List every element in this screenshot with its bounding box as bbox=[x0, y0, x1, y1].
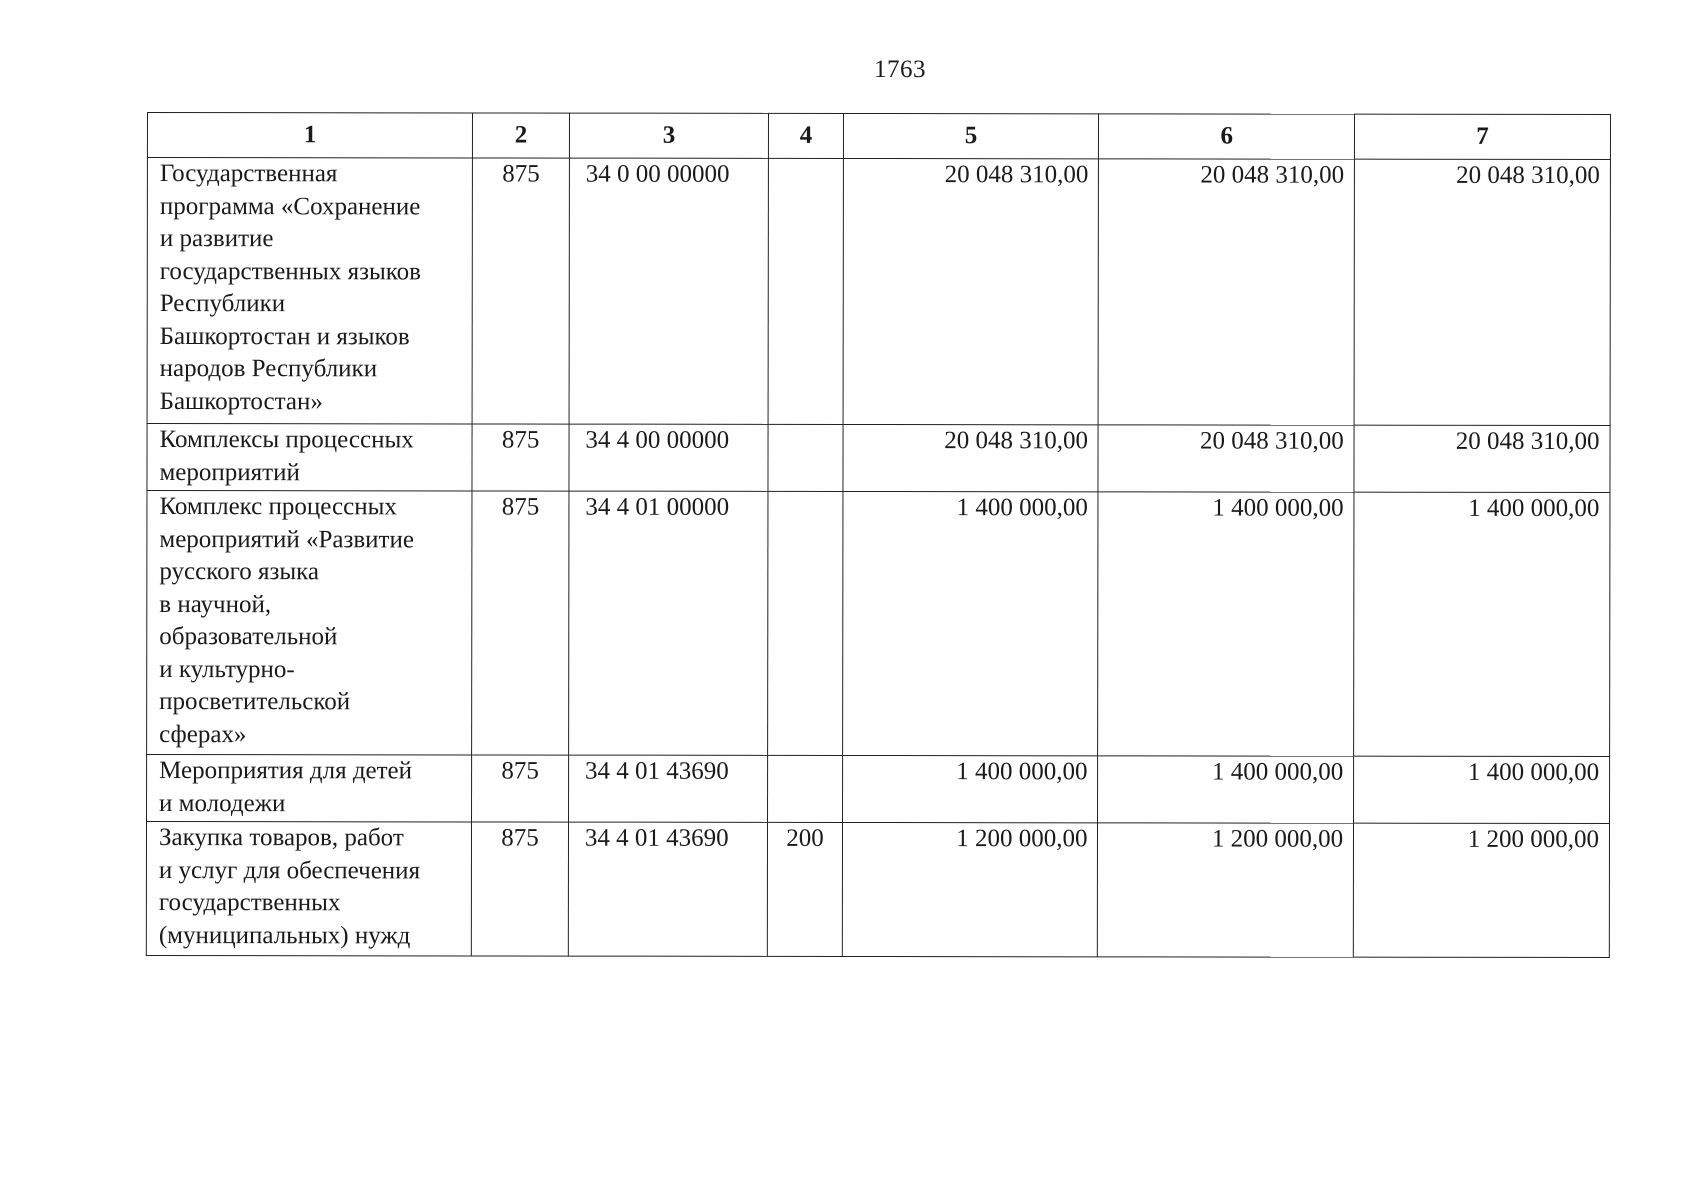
row-amount-cell-5: 1 400 000,00 bbox=[842, 755, 1098, 822]
row-amount-cell-6: 1 200 000,00 bbox=[1098, 823, 1354, 957]
row-col4-cell bbox=[768, 158, 843, 424]
table-row bbox=[147, 158, 1610, 426]
column-header-2: 2 bbox=[473, 113, 570, 158]
row-col4-cell: 200 bbox=[768, 822, 843, 956]
row-amount-cell-7: 1 400 000,00 bbox=[1354, 756, 1610, 823]
row-col4-cell bbox=[768, 491, 843, 755]
row-amount-cell-5: 20 048 310,00 bbox=[843, 424, 1099, 491]
header-row bbox=[147, 113, 1610, 160]
row-col2-cell: 875 bbox=[472, 822, 569, 956]
row-col2-cell: 875 bbox=[472, 424, 569, 491]
row-name-cell: Государственная программа «Сохранение и развитие государственных языков Республики Башкортостан и языков народов Республики Башкортостан» bbox=[147, 158, 473, 424]
row-col2-cell: 875 bbox=[472, 158, 569, 424]
column-header-5: 5 bbox=[843, 113, 1099, 158]
row-col2-cell: 875 bbox=[472, 755, 569, 822]
row-amount-cell-6: 20 048 310,00 bbox=[1098, 425, 1354, 492]
row-amount-cell-5: 1 400 000,00 bbox=[842, 491, 1098, 755]
row-amount-cell-7: 1 200 000,00 bbox=[1354, 823, 1610, 957]
row-amount-cell-6: 1 400 000,00 bbox=[1098, 756, 1354, 823]
column-header-7: 7 bbox=[1355, 114, 1611, 159]
row-amount-cell-5: 1 200 000,00 bbox=[842, 822, 1098, 956]
row-amount-cell-7: 20 048 310,00 bbox=[1354, 159, 1610, 425]
row-col4-cell bbox=[768, 755, 843, 822]
page-number: 1763 bbox=[874, 56, 926, 83]
row-amount-cell-6: 20 048 310,00 bbox=[1099, 159, 1355, 425]
row-name-cell: Закупка товаров, работ и услуг для обеспечения государственных (муниципальных) нужд bbox=[146, 822, 471, 956]
row-amount-cell-5: 20 048 310,00 bbox=[843, 158, 1099, 424]
column-header-1: 1 bbox=[147, 113, 472, 158]
row-code-cell: 34 4 01 43690 bbox=[568, 822, 768, 956]
row-name-cell: Комплексы процессных мероприятий bbox=[147, 424, 472, 491]
row-code-cell: 34 0 00 00000 bbox=[569, 158, 769, 424]
row-amount-cell-6: 1 400 000,00 bbox=[1098, 492, 1354, 756]
row-code-cell: 34 4 00 00000 bbox=[569, 424, 768, 491]
table-row bbox=[146, 822, 1609, 958]
column-header-4: 4 bbox=[769, 113, 844, 158]
column-header-3: 3 bbox=[569, 113, 768, 158]
budget-table bbox=[146, 112, 1611, 958]
row-name-cell: Комплекс процессных мероприятий «Развитие русского языка в научной, образовательной и культурно- просветительской сферах» bbox=[147, 491, 473, 755]
row-col4-cell bbox=[768, 424, 843, 491]
row-code-cell: 34 4 01 43690 bbox=[568, 755, 767, 822]
row-code-cell: 34 4 01 00000 bbox=[568, 491, 768, 755]
row-col2-cell: 875 bbox=[472, 491, 569, 755]
row-amount-cell-7: 1 400 000,00 bbox=[1354, 492, 1610, 756]
row-amount-cell-7: 20 048 310,00 bbox=[1354, 425, 1610, 492]
table-row bbox=[147, 491, 1610, 757]
column-header-6: 6 bbox=[1099, 114, 1355, 159]
row-name-cell: Мероприятия для детей и молодежи bbox=[147, 755, 472, 822]
table-row bbox=[147, 424, 1610, 493]
table-row bbox=[147, 755, 1610, 824]
